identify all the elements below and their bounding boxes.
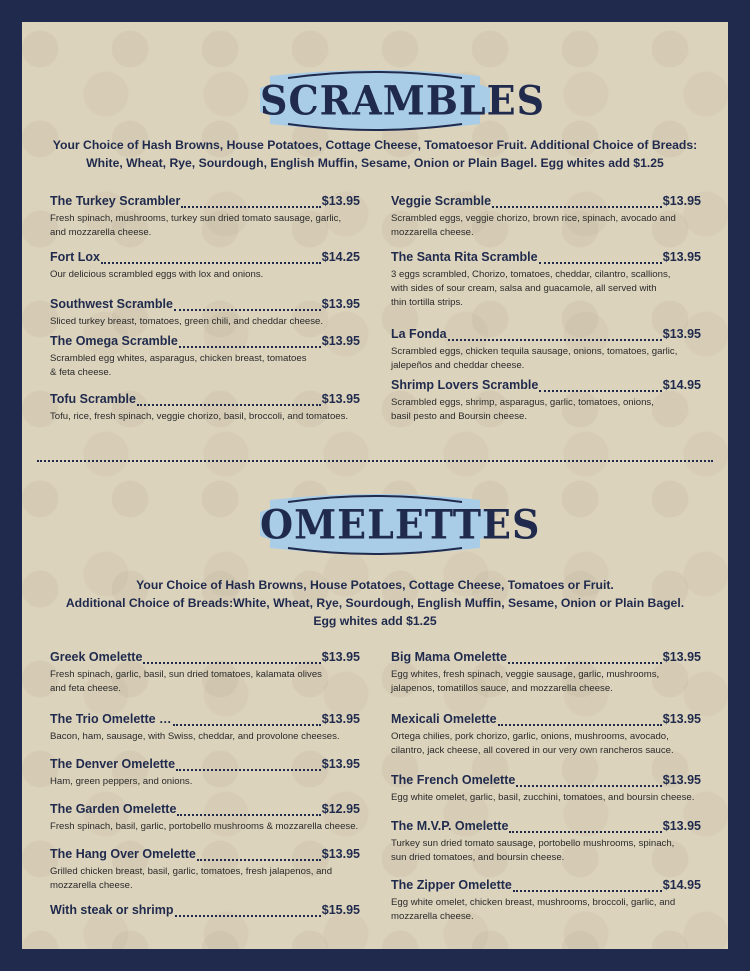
menu-item-name: The Zipper Omelette	[391, 878, 512, 892]
dot-leader	[509, 822, 661, 833]
menu-item	[50, 194, 360, 240]
menu-item-header	[50, 334, 360, 352]
dot-leader	[176, 760, 321, 771]
menu-item-description: & feta cheese.	[50, 367, 112, 378]
menu-item-header	[391, 819, 701, 837]
menu-item-header	[50, 297, 360, 315]
menu-item-description: basil pesto and Boursin cheese.	[391, 411, 527, 422]
menu-item	[50, 297, 360, 329]
menu-item	[50, 334, 360, 380]
menu-item	[50, 757, 360, 789]
menu-item-name: With steak or shrimp	[50, 903, 174, 917]
menu-item-description: Scrambled eggs, chicken tequila sausage, onions, tomatoes, garlic,	[391, 346, 678, 357]
dot-leader	[101, 253, 321, 264]
section-divider	[37, 460, 713, 462]
menu-item-header	[50, 250, 360, 268]
menu-item-name: Southwest Scramble	[50, 297, 173, 311]
menu-item	[391, 194, 701, 240]
menu-item-price: $13.95	[662, 819, 701, 833]
menu-item-header	[391, 327, 701, 345]
menu-item-price: $13.95	[662, 650, 701, 664]
omelettes-intro-line: Additional Choice of Breads:White, Wheat, Rye, Sourdough, English Muffin, Sesame, Onion or Plain Bagel.	[65, 596, 685, 610]
menu-item-header	[50, 757, 360, 775]
omelettes-intro	[42, 576, 708, 630]
menu-item-description: Bacon, ham, sausage, with Swiss, cheddar, and provolone cheeses.	[50, 731, 340, 742]
menu-item	[50, 802, 360, 834]
menu-item	[391, 250, 701, 310]
menu-item	[391, 378, 701, 424]
menu-item-description: Ham, green peppers, and onions.	[50, 776, 193, 787]
menu-item-description: jalepeños and cheddar cheese.	[391, 360, 525, 371]
menu-item-description: with sides of sour cream, salsa and guacamole, all served with	[391, 283, 657, 294]
menu-item-name: Fort Lox	[50, 250, 100, 264]
dot-leader	[197, 850, 321, 861]
menu-item-description: Ortega chilies, pork chorizo, garlic, onions, mushrooms, avocado,	[391, 731, 669, 742]
dot-leader	[179, 337, 321, 348]
scrambles-intro	[42, 136, 708, 172]
menu-item-description: Fresh spinach, garlic, basil, sun dried tomatoes, kalamata olives	[50, 669, 322, 680]
menu-item-name: Shrimp Lovers Scramble	[391, 378, 539, 392]
menu-item-name: Greek Omelette	[50, 650, 143, 664]
dot-leader	[448, 330, 662, 341]
menu-item-description: thin tortilla strips.	[391, 297, 463, 308]
menu-item	[391, 327, 701, 373]
menu-item-price: $13.95	[321, 712, 360, 726]
omelettes-intro-line: Egg whites add $1.25	[313, 614, 437, 628]
menu-item-header	[50, 903, 360, 921]
menu-item-price: $13.95	[662, 194, 701, 208]
menu-item-description: Egg whites, fresh spinach, veggie sausage, garlic, mushrooms,	[391, 669, 660, 680]
menu-item-price: $12.95	[321, 802, 360, 816]
menu-item-description: and mozzarella cheese.	[50, 227, 152, 238]
menu-item	[50, 712, 360, 744]
menu-item-description: cilantro, jack cheese, all covered in our very own rancheros sauce.	[391, 745, 674, 756]
menu-item-description: Our delicious scrambled eggs with lox and onions.	[50, 269, 264, 280]
menu-item-price: $14.25	[321, 250, 360, 264]
menu-item-name: The Santa Rita Scramble	[391, 250, 538, 264]
menu-item	[50, 903, 360, 921]
scrambles-intro-line: Your Choice of Hash Browns, House Potatoes, Cottage Cheese, Tomatoesor Fruit. Additional Choice of Breads:	[52, 138, 698, 152]
menu-item-description: Sliced turkey breast, tomatoes, green chili, and cheddar cheese.	[50, 316, 324, 327]
menu-item-description: mozzarella cheese.	[391, 911, 474, 922]
scrambles-banner	[260, 66, 546, 136]
menu-item-description: Egg white omelet, chicken breast, mushrooms, broccoli, garlic, and	[391, 897, 676, 908]
menu-item-price: $13.95	[662, 712, 701, 726]
dot-leader	[137, 395, 321, 406]
menu-item-description: Grilled chicken breast, basil, garlic, tomatoes, fresh jalapenos, and	[50, 866, 333, 877]
menu-item-name: Mexicali Omelette	[391, 712, 497, 726]
menu-item-header	[391, 250, 701, 268]
menu-item	[391, 650, 701, 696]
menu-item-description: mozzarella cheese.	[50, 880, 133, 891]
menu-item	[50, 847, 360, 893]
menu-item-description: Turkey sun dried tomato sausage, portobello mushrooms, spinach,	[391, 838, 675, 849]
menu-item-name: The Trio Omelette …	[50, 712, 172, 726]
menu-item-description: 3 eggs scrambled, Chorizo, tomatoes, cheddar, cilantro, scallions,	[391, 269, 671, 280]
dot-leader	[181, 197, 320, 208]
menu-item-price: $13.95	[662, 327, 701, 341]
menu-item-description: Egg white omelet, garlic, basil, zucchini, tomatoes, and boursin cheese.	[391, 792, 695, 803]
menu-item-name: The Denver Omelette	[50, 757, 176, 771]
menu-item-name: Big Mama Omelette	[391, 650, 508, 664]
dot-leader	[177, 805, 320, 816]
menu-item-name: The French Omelette	[391, 773, 516, 787]
menu-item-name: The Hang Over Omelette	[50, 847, 196, 861]
dot-leader	[539, 253, 662, 264]
menu-item-price: $13.95	[662, 773, 701, 787]
dot-leader	[175, 906, 321, 917]
menu-item-price: $14.95	[662, 878, 701, 892]
menu-item-header	[391, 650, 701, 668]
menu-item-price: $13.95	[321, 757, 360, 771]
menu-item-description: Scrambled egg whites, asparagus, chicken breast, tomatoes	[50, 353, 307, 364]
menu-item	[391, 773, 701, 805]
menu-item-description: Fresh spinach, basil, garlic, portobello mushrooms & mozzarella cheese.	[50, 821, 359, 832]
dot-leader	[498, 715, 662, 726]
omelettes-title: OMELETTES	[260, 500, 541, 549]
menu-item-price: $13.95	[321, 334, 360, 348]
menu-item	[50, 650, 360, 696]
menu-item-name: The Omega Scramble	[50, 334, 178, 348]
menu-item-header	[391, 878, 701, 896]
menu-item-price: $13.95	[321, 847, 360, 861]
menu-item	[50, 250, 360, 282]
menu-item-name: The Garden Omelette	[50, 802, 177, 816]
menu-item-name: The Turkey Scrambler	[50, 194, 181, 208]
menu-item-description: sun dried tomatoes, and boursin cheese.	[391, 852, 565, 863]
menu-item-header	[50, 847, 360, 865]
omelettes-intro-line: Your Choice of Hash Browns, House Potatoes, Cottage Cheese, Tomatoes or Fruit.	[136, 578, 614, 592]
menu-item-description: Scrambled eggs, shrimp, asparagus, garlic, tomatoes, onions,	[391, 397, 654, 408]
menu-item-header	[50, 712, 360, 730]
dot-leader	[508, 653, 662, 664]
menu-item-name: Tofu Scramble	[50, 392, 136, 406]
menu-item-header	[50, 802, 360, 820]
menu-item-description: Scrambled eggs, veggie chorizo, brown rice, spinach, avocado and	[391, 213, 676, 224]
scrambles-intro-line: White, Wheat, Rye, Sourdough, English Muffin, Sesame, Onion or Plain Bagel. Egg whites add $1.25	[86, 156, 664, 170]
scrambles-title: SCRAMBLES	[260, 76, 546, 125]
dot-leader	[143, 653, 320, 664]
dot-leader	[539, 381, 661, 392]
menu-item-header	[391, 773, 701, 791]
menu-page	[22, 22, 728, 949]
menu-item-name: Veggie Scramble	[391, 194, 492, 208]
dot-leader	[174, 300, 321, 311]
menu-item-description: Tofu, rice, fresh spinach, veggie chorizo, basil, broccoli, and tomatoes.	[50, 411, 349, 422]
menu-item	[391, 878, 701, 924]
menu-item-price: $15.95	[321, 903, 360, 917]
menu-item-name: La Fonda	[391, 327, 447, 341]
menu-item-price: $13.95	[321, 392, 360, 406]
menu-item-price: $13.95	[662, 250, 701, 264]
omelettes-banner	[260, 490, 541, 560]
menu-item	[50, 392, 360, 424]
menu-item-price: $13.95	[321, 194, 360, 208]
menu-item-header	[50, 194, 360, 212]
menu-item-price: $13.95	[321, 297, 360, 311]
menu-item-price: $14.95	[662, 378, 701, 392]
menu-item	[391, 712, 701, 758]
dot-leader	[513, 881, 662, 892]
menu-item-header	[50, 650, 360, 668]
menu-item-description: mozzarella cheese.	[391, 227, 474, 238]
menu-item-price: $13.95	[321, 650, 360, 664]
dot-leader	[173, 715, 321, 726]
menu-item-description: Fresh spinach, mushrooms, turkey sun dried tomato sausage, garlic,	[50, 213, 342, 224]
menu-item-header	[391, 712, 701, 730]
menu-item-header	[50, 392, 360, 410]
menu-item-description: and feta cheese.	[50, 683, 121, 694]
menu-item-header	[391, 378, 701, 396]
dot-leader	[516, 776, 661, 787]
menu-item-header	[391, 194, 701, 212]
menu-item	[391, 819, 701, 865]
dot-leader	[492, 197, 662, 208]
menu-item-name: The M.V.P. Omelette	[391, 819, 509, 833]
menu-item-description: jalapenos, tomatillos sauce, and mozzarella cheese.	[391, 683, 613, 694]
